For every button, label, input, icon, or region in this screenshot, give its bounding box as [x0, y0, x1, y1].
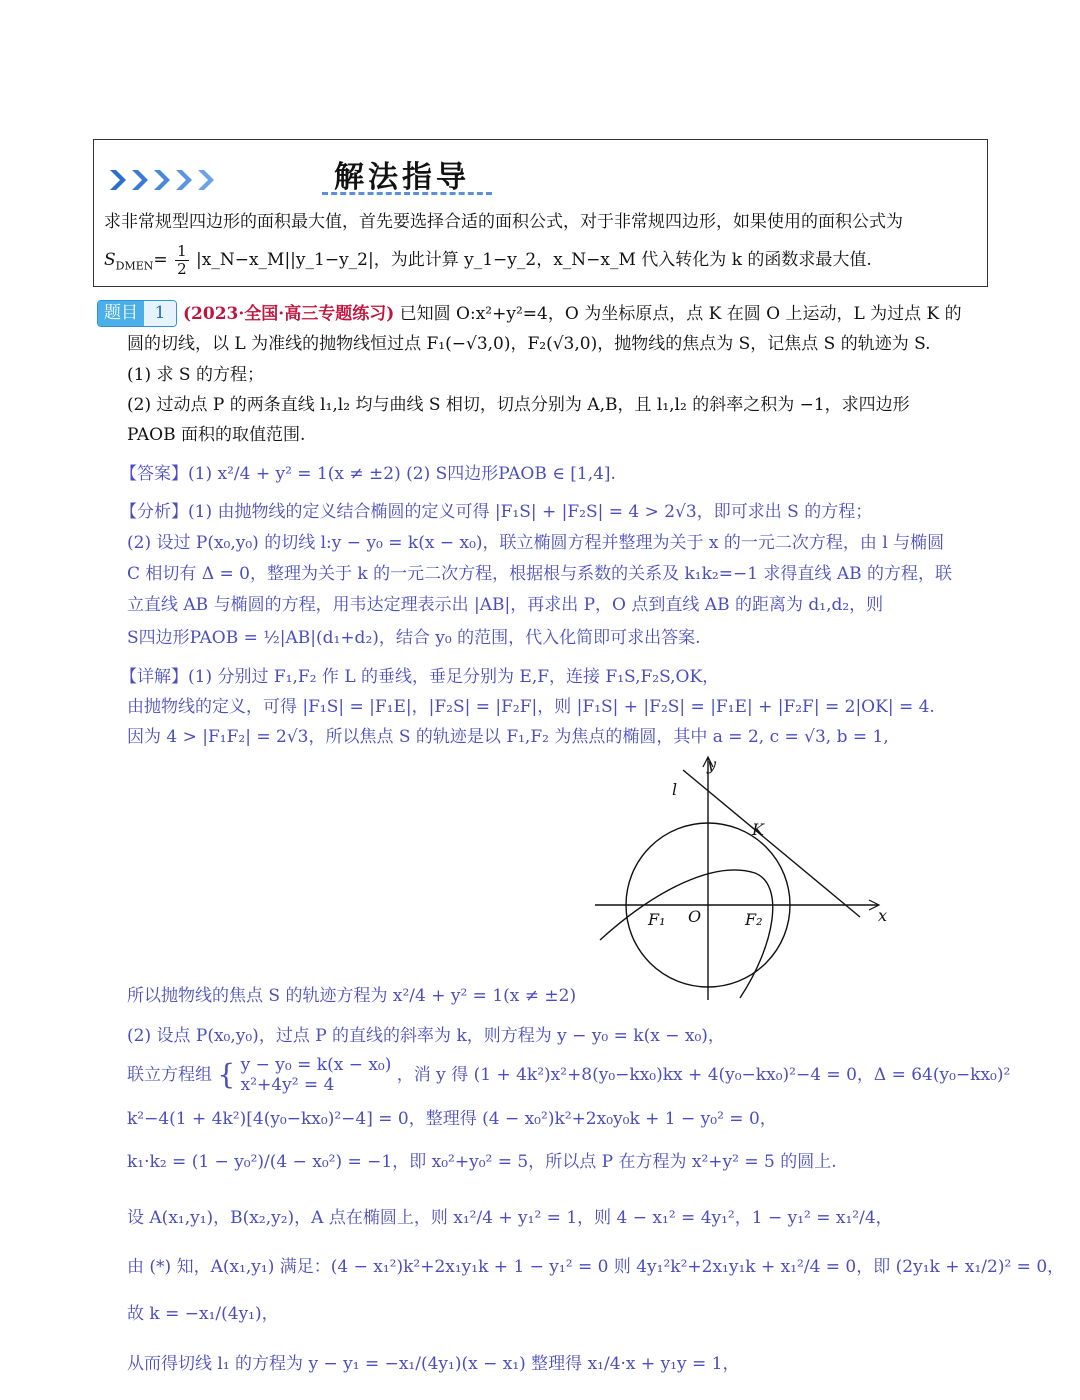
- question-line4: (2) 过动点 P 的两条直线 l₁,l₂ 均与曲线 S 相切，切点分别为 A,B，且 l₁,l₂ 的斜率之积为 −1，求四边形: [127, 395, 910, 415]
- detail-line9: 设 A(x₁,y₁)，B(x₂,y₂)，A 点在椭圆上，则 x₁²/4 + y₁² = 1，则 4 − x₁² = 4y₁²，1 − y₁² = x₁²/4，: [127, 1208, 893, 1228]
- question-line5: PAOB 面积的取值范围.: [127, 425, 306, 445]
- system-rest: ，消 y 得 (1 + 4k²)x²+8(y₀−kx₀)kx + 4(y₀−kx₀)²−4 = 0，Δ = 64(y₀−kx₀)²: [396, 1065, 1011, 1085]
- label-O: O: [688, 907, 702, 926]
- system-label: 联立方程组: [127, 1065, 212, 1085]
- detail-line5: (2) 设点 P(x₀,y₀)，过点 P 的直线的斜率为 k，则方程为 y − y₀ = k(x − x₀)，: [127, 1026, 725, 1046]
- system-eq2: x²+4y² = 4: [240, 1075, 335, 1095]
- guide-text-line1: 求非常规型四边形的面积最大值，首先要选择合适的面积公式，对于非常规四边形，如果使用的面积公式为: [104, 212, 903, 232]
- detail-line7: k²−4(1 + 4k²)[4(y₀−kx₀)²−4] = 0，整理得 (4 − x₀²)k²+2x₀y₀k + 1 − y₀² = 0，: [127, 1109, 777, 1129]
- answer-line: 【答案】(1) x²/4 + y² = 1(x ≠ ±2) (2) S四边形PAOB ∈ [1,4].: [120, 464, 616, 484]
- analysis-line2: (2) 设过 P(x₀,y₀) 的切线 l:y − y₀ = k(x − x₀)，联立椭圆方程并整理为关于 x 的一元二次方程，由 l 与椭圆: [127, 533, 945, 553]
- detail-line4: 所以抛物线的焦点 S 的轨迹方程为 x²/4 + y² = 1(x ≠ ±2): [127, 986, 577, 1006]
- analysis-line1: 【分析】(1) 由抛物线的定义结合椭圆的定义可得 |F₁S| + |F₂S| = 4 > 2√3，即可求出 S 的方程；: [120, 502, 873, 522]
- chevron-right-icon: [174, 168, 192, 192]
- label-K: K: [752, 820, 764, 839]
- guide-title: 解法指导: [334, 160, 470, 195]
- chevron-right-icon: [130, 168, 148, 192]
- detail-line12: 从而得切线 l₁ 的方程为 y − y₁ = −x₁/(4y₁)(x − x₁) 整理得 x₁/4·x + y₁y = 1，: [127, 1354, 740, 1374]
- detail-line8: k₁·k₂ = (1 − y₀²)/(4 − x₀²) = −1，即 x₀²+y₀² = 5，所以点 P 在方程为 x²+y² = 5 的圆上.: [127, 1152, 837, 1172]
- parabola-curve: [600, 870, 773, 998]
- question-line2: 圆的切线，以 L 为准线的抛物线恒过点 F₁(−√3,0)，F₂(√3,0)，抛物线的焦点为 S，记焦点 S 的轨迹为 S.: [127, 334, 931, 354]
- label-l: l: [672, 780, 678, 799]
- detail-line6: [127, 1055, 1010, 1101]
- guide-title-underline: [322, 192, 492, 195]
- detail-line11: 故 k = −x₁/(4y₁)，: [127, 1304, 279, 1324]
- analysis-line4: 立直线 AB 与椭圆的方程，用韦达定理表示出 |AB|，再求出 P，O 点到直线 AB 的距离为 d₁,d₂，则: [127, 595, 884, 615]
- detail-line2: 由抛物线的定义，可得 |F₁S| = |F₁E|，|F₂S| = |F₂F|，则 |F₁S| + |F₂S| = |F₁E| + |F₂F| = 2|OK| = 4.: [127, 697, 935, 717]
- question-line1: [183, 302, 962, 326]
- detail-line1: 【详解】(1) 分别过 F₁,F₂ 作 L 的垂线，垂足分别为 E,F，连接 F₁S,F₂S,OK，: [120, 667, 720, 687]
- system-brace: {: [217, 1058, 236, 1091]
- detail-line10: 由 (*) 知，A(x₁,y₁) 满足：(4 − x₁²)k²+2x₁y₁k + 1 − y₁² = 0 则 4y₁²k²+2x₁y₁k + x₁²/4 = 0，即 (2y₁k + x₁/2)² = 0，: [127, 1257, 1065, 1277]
- question-line3: (1) 求 S 的方程；: [127, 365, 264, 385]
- question-text-1: 已知圆 O:x²+y²=4，O 为坐标原点，点 K 在圆 O 上运动，L 为过点 K 的: [399, 304, 962, 324]
- question-number: 1: [144, 301, 176, 326]
- label-F1: F₁: [648, 910, 666, 929]
- analysis-line5: S四边形PAOB = ½|AB|(d₁+d₂)，结合 y₀ 的范围，代入化简即可求出答案.: [127, 628, 701, 648]
- guide-text-line2: $S_{DMEN}=$ $\frac{1}{2}$ |x_N−x_M||y_1−y_2|，为此计算 y_1−y_2，x_N−x_M 代入转化为 k 的函数求最大值.: [104, 242, 872, 278]
- system-eq1: y − y₀ = k(x − x₀): [240, 1055, 392, 1075]
- label-F2: F₂: [745, 910, 763, 929]
- detail-line3: 因为 4 > |F₁F₂| = 2√3，所以焦点 S 的轨迹是以 F₁,F₂ 为焦点的椭圆，其中 a = 2, c = √3, b = 1,: [127, 727, 889, 747]
- question-tag: 题目: [98, 301, 144, 326]
- ellipse-circle-figure: [595, 755, 900, 1005]
- question-source: (2023·全国·高三专题练习): [183, 304, 395, 324]
- chevron-right-icon: [152, 168, 170, 192]
- label-x: x: [878, 906, 888, 925]
- analysis-line3: C 相切有 Δ = 0，整理为关于 k 的一元二次方程，根据根与系数的关系及 k₁k₂=−1 求得直线 AB 的方程，联: [127, 564, 952, 584]
- chevron-right-icon: [108, 168, 126, 192]
- chevron-right-icon: [196, 168, 214, 192]
- method-guide-box: [93, 139, 988, 287]
- question-label: [97, 300, 177, 327]
- system-equations: [241, 1055, 392, 1095]
- label-y: y: [707, 755, 717, 774]
